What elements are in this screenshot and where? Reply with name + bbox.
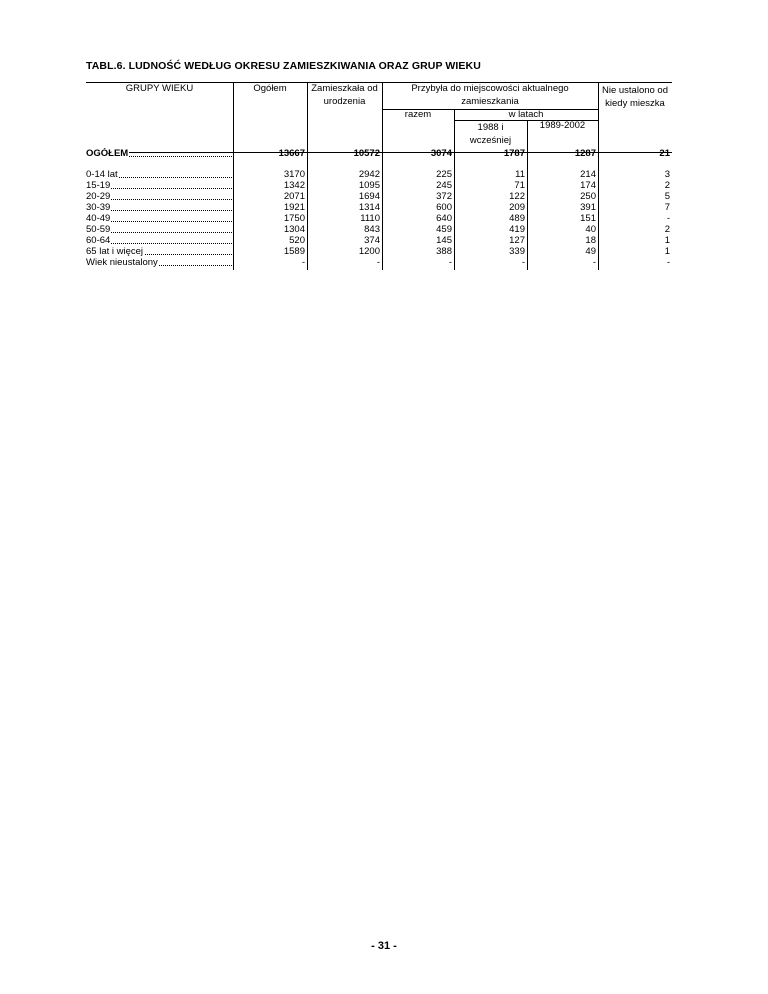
row-label bbox=[86, 180, 232, 191]
cell-nie-ustalono: 2 bbox=[664, 224, 670, 235]
cell-y1989: 49 bbox=[585, 246, 596, 257]
header-nie-ustalono-line1: Nie ustalono od bbox=[601, 85, 669, 96]
cell-ogolem: 1750 bbox=[283, 213, 305, 224]
cell-urodzenia: 2942 bbox=[358, 169, 380, 180]
cell-razem: 245 bbox=[436, 180, 452, 191]
cell-razem: 600 bbox=[436, 202, 452, 213]
row-label bbox=[86, 169, 232, 180]
header-ogolem: Ogółem bbox=[253, 83, 287, 94]
table-row bbox=[86, 235, 672, 246]
cell-y1988: 71 bbox=[514, 180, 525, 191]
cell-nie-ustalono: - bbox=[666, 213, 670, 224]
cell-y1989: 40 bbox=[585, 224, 596, 235]
cell-ogolem: 1921 bbox=[283, 202, 305, 213]
table-row bbox=[86, 202, 672, 213]
header-przybyla-line1: Przybyła do miejscowości aktualnego bbox=[411, 83, 569, 94]
cell-y1988: 489 bbox=[509, 213, 525, 224]
cell-razem: 459 bbox=[436, 224, 452, 235]
cell-razem: - bbox=[448, 257, 452, 268]
header-razem: razem bbox=[404, 109, 432, 120]
cell-nie-ustalono: 1 bbox=[664, 246, 670, 257]
cell-nie-ustalono: 3 bbox=[664, 169, 670, 180]
row-label-text: 60-64 bbox=[86, 235, 111, 246]
row-label-text: 40-49 bbox=[86, 213, 111, 224]
cell-nie-ustalono: 21 bbox=[659, 148, 670, 159]
cell-y1988: 127 bbox=[509, 235, 525, 246]
cell-razem: 225 bbox=[436, 169, 452, 180]
row-label bbox=[86, 191, 232, 202]
cell-y1989: 250 bbox=[580, 191, 596, 202]
cell-ogolem: 1589 bbox=[283, 246, 305, 257]
cell-razem: 640 bbox=[436, 213, 452, 224]
cell-y1988: 1787 bbox=[503, 148, 525, 159]
row-label bbox=[86, 246, 232, 257]
row-label bbox=[86, 257, 232, 268]
cell-ogolem: 13667 bbox=[278, 148, 305, 159]
cell-urodzenia: 374 bbox=[364, 235, 380, 246]
cell-urodzenia: 1095 bbox=[358, 180, 380, 191]
cell-urodzenia: 1694 bbox=[358, 191, 380, 202]
row-label-text: 30-39 bbox=[86, 202, 111, 213]
table-row bbox=[86, 224, 672, 235]
header-grupy-wieku: GRUPY WIEKU bbox=[125, 83, 194, 94]
cell-razem: 372 bbox=[436, 191, 452, 202]
cell-urodzenia: 1314 bbox=[358, 202, 380, 213]
cell-y1988: 209 bbox=[509, 202, 525, 213]
header-w-latach: w latach bbox=[508, 109, 544, 120]
table-row bbox=[86, 191, 672, 202]
total-row bbox=[86, 148, 672, 159]
row-label bbox=[86, 224, 232, 235]
cell-y1989: 214 bbox=[580, 169, 596, 180]
header-1988-line1: 1988 i bbox=[477, 122, 504, 133]
table-row bbox=[86, 169, 672, 180]
header-przybyla-line2: zamieszkania bbox=[461, 96, 519, 107]
cell-ogolem: 1342 bbox=[283, 180, 305, 191]
header-zamieszkala-line1: Zamieszkała od bbox=[311, 83, 378, 94]
cell-ogolem: 1304 bbox=[283, 224, 305, 235]
row-label-text: 0-14 lat bbox=[86, 169, 118, 180]
cell-razem: 3074 bbox=[430, 148, 452, 159]
row-label-text: Wiek nieustalony bbox=[86, 257, 158, 268]
cell-razem: 388 bbox=[436, 246, 452, 257]
table-row bbox=[86, 213, 672, 224]
cell-urodzenia: 1200 bbox=[358, 246, 380, 257]
row-label bbox=[86, 202, 232, 213]
cell-ogolem: 3170 bbox=[283, 169, 305, 180]
cell-y1989: 174 bbox=[580, 180, 596, 191]
cell-nie-ustalono: 7 bbox=[664, 202, 670, 213]
cell-y1989: 151 bbox=[580, 213, 596, 224]
cell-nie-ustalono: 1 bbox=[664, 235, 670, 246]
cell-urodzenia: - bbox=[376, 257, 380, 268]
table-title: TABL.6. LUDNOŚĆ WEDŁUG OKRESU ZAMIESZKIWANIA ORAZ GRUP WIEKU bbox=[86, 60, 481, 72]
cell-y1988: 419 bbox=[509, 224, 525, 235]
cell-nie-ustalono: 2 bbox=[664, 180, 670, 191]
row-label bbox=[86, 148, 232, 159]
header-nie-ustalono-line2: kiedy mieszka bbox=[605, 98, 665, 109]
table-row bbox=[86, 257, 672, 268]
population-table bbox=[86, 80, 672, 270]
cell-urodzenia: 10572 bbox=[353, 148, 380, 159]
cell-ogolem: - bbox=[301, 257, 305, 268]
header-zamieszkala-line2: urodzenia bbox=[323, 96, 366, 107]
row-label-text: OGÓŁEM bbox=[86, 148, 129, 159]
cell-y1988: 122 bbox=[509, 191, 525, 202]
cell-y1988: 11 bbox=[515, 169, 525, 180]
cell-y1989: 391 bbox=[580, 202, 596, 213]
row-label bbox=[86, 235, 232, 246]
cell-nie-ustalono: - bbox=[666, 257, 670, 268]
row-label bbox=[86, 213, 232, 224]
cell-y1989: 1287 bbox=[574, 148, 596, 159]
table-row bbox=[86, 246, 672, 257]
cell-nie-ustalono: 5 bbox=[664, 191, 670, 202]
cell-y1988: - bbox=[521, 257, 525, 268]
cell-ogolem: 2071 bbox=[283, 191, 305, 202]
row-label-text: 65 lat i więcej bbox=[86, 246, 144, 257]
header-1988-line2: wcześniej bbox=[469, 135, 512, 146]
page-number: - 31 - bbox=[371, 940, 397, 952]
header-1989-2002: 1989-2002 bbox=[539, 120, 586, 131]
row-label-text: 50-59 bbox=[86, 224, 111, 235]
cell-y1988: 339 bbox=[509, 246, 525, 257]
cell-y1989: - bbox=[592, 257, 596, 268]
table-row bbox=[86, 180, 672, 191]
row-label-text: 15-19 bbox=[86, 180, 111, 191]
cell-ogolem: 520 bbox=[289, 235, 305, 246]
cell-y1989: 18 bbox=[585, 235, 596, 246]
cell-razem: 145 bbox=[436, 235, 452, 246]
cell-urodzenia: 843 bbox=[364, 224, 380, 235]
row-label-text: 20-29 bbox=[86, 191, 111, 202]
cell-urodzenia: 1110 bbox=[360, 213, 380, 224]
